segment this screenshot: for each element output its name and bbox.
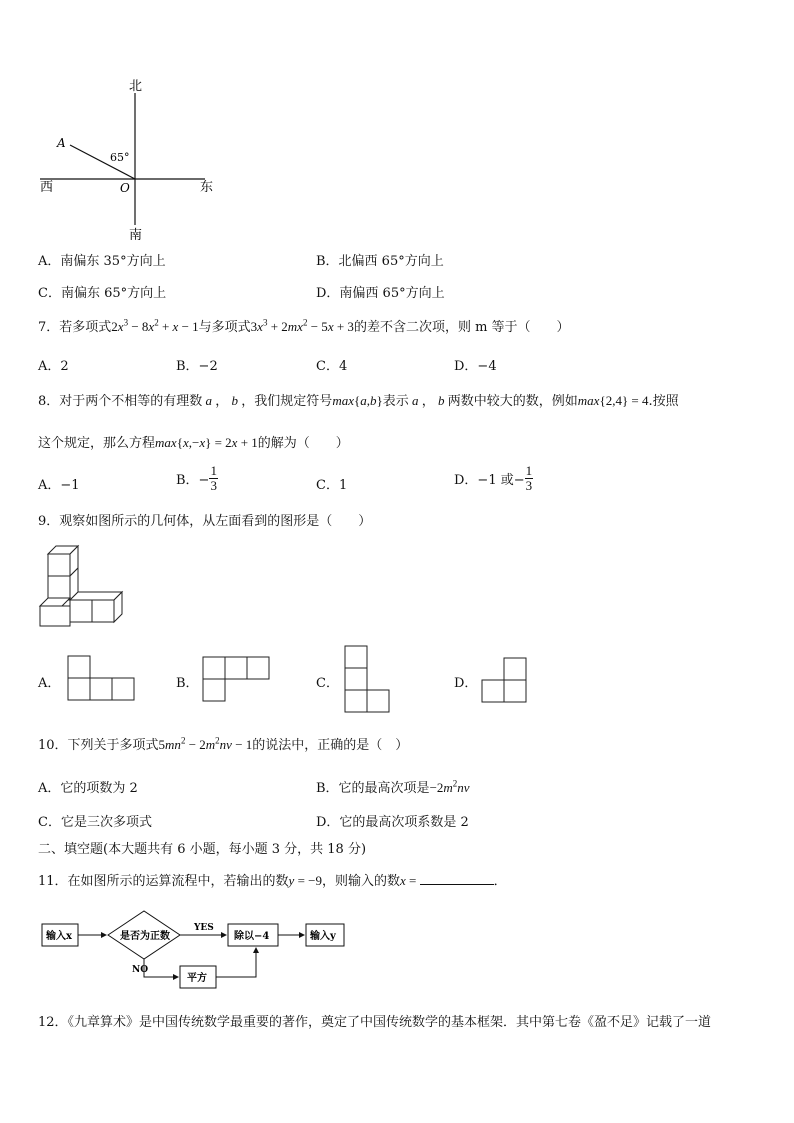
q9-option-c-figure [343, 644, 395, 716]
q9-option-c[interactable]: C． [316, 676, 339, 691]
east-label: 东 [200, 180, 214, 195]
question-10: 10．下列关于多项式$5mn^2 - 2m^2nv - 1$的说法中，正确的是（ ） [38, 735, 409, 753]
north-label: 北 [129, 79, 143, 94]
q7-poly-1: $2x^3 - 8x^2 + x - 1$ [111, 317, 199, 334]
q7-mid: 与多项式 [198, 320, 251, 335]
q8-option-a[interactable]: A．−1 [38, 478, 80, 493]
flowchart [38, 906, 358, 990]
q7-option-d[interactable]: D．−4 [454, 359, 497, 374]
question-12: 12．《九章算术》是中国传统数学最重要的著作，奠定了中国传统数学的基本框架．其中第七卷《盈不足》记载了一道 [38, 1015, 712, 1030]
q6-option-a[interactable]: A．南偏东 35°方向上 [38, 254, 166, 269]
q7-poly-2: $3x^3 + 2mx^2 - 5x + 3$ [250, 317, 354, 334]
question-11: 11．在如图所示的运算流程中，若输出的数y = −9，则输入的数x = ． [38, 873, 507, 889]
q9-option-a[interactable]: A． [38, 676, 61, 691]
q6-option-b[interactable]: B．北偏西 65°方向上 [316, 254, 444, 269]
compass-figure [30, 75, 230, 245]
q10-option-c[interactable]: C．它是三次多项式 [38, 815, 152, 830]
svg-text:YES: YES [194, 923, 214, 933]
answer-blank[interactable] [420, 872, 494, 885]
svg-text:输入y: 输入y [310, 931, 336, 942]
q7-suffix: 的差不含二次项，则 m 等于（ ） [353, 320, 570, 335]
q6-option-c[interactable]: C．南偏东 65°方向上 [38, 286, 167, 301]
question-7 [38, 316, 570, 335]
svg-text:平方: 平方 [187, 973, 207, 984]
south-label: 南 [129, 228, 143, 243]
q10-polynomial: $5mn^2 - 2m^2nv - 1$ [158, 735, 253, 752]
point-a-label: A [57, 136, 66, 150]
question-8-line-2: 这个规定，那么方程max{x,−x} = 2x + 1的解为（ ） [38, 435, 349, 451]
q9-option-d[interactable]: D． [454, 676, 478, 691]
q8-option-d[interactable]: D．−1 或− $\frac{1}{3}$ [454, 463, 533, 493]
q7-option-c[interactable]: C．4 [316, 359, 348, 374]
q10-option-a[interactable]: A．它的项数为 2 [38, 781, 138, 796]
q10-option-d[interactable]: D．它的最高次项系数是 2 [316, 815, 469, 830]
svg-text:NO: NO [132, 965, 149, 975]
q9-option-b[interactable]: B． [176, 676, 199, 691]
svg-text:输入x: 输入x [46, 931, 72, 942]
q9-option-a-figure [66, 654, 138, 704]
question-8-line-1: 8．对于两个不相等的有理数 a ， b ，我们规定符号max{a,b}表示 a ， b 两数中较大的数，例如max{2,4} = 4.按照 [38, 393, 679, 409]
q9-solid-figure [36, 540, 136, 632]
q6-option-d[interactable]: D．南偏西 65°方向上 [316, 286, 445, 301]
q9-option-d-figure [480, 656, 532, 706]
q8-option-c[interactable]: C．1 [316, 478, 348, 493]
svg-text:是否为正数: 是否为正数 [120, 931, 170, 942]
q7-option-b[interactable]: B．−2 [176, 359, 218, 374]
q7-option-a[interactable]: A．2 [38, 359, 69, 374]
q8-option-b[interactable]: B．− $\frac{1}{3}$ [176, 463, 217, 493]
question-9: 9．观察如图所示的几何体，从左面看到的图形是（ ） [38, 514, 372, 529]
q10-option-b[interactable]: B．它的最高次项是$-2m^2nv$ [316, 778, 470, 796]
section-heading-fill-in: 二、填空题(本大题共有 6 小题，每小题 3 分，共 18 分) [38, 842, 367, 857]
west-label: 西 [40, 180, 54, 195]
origin-label: O [120, 181, 130, 195]
q9-option-b-figure [201, 655, 273, 705]
angle-label: 65° [110, 151, 130, 164]
svg-text:除以−4: 除以−4 [234, 931, 270, 942]
q7-prefix: 7．若多项式 [38, 320, 112, 335]
